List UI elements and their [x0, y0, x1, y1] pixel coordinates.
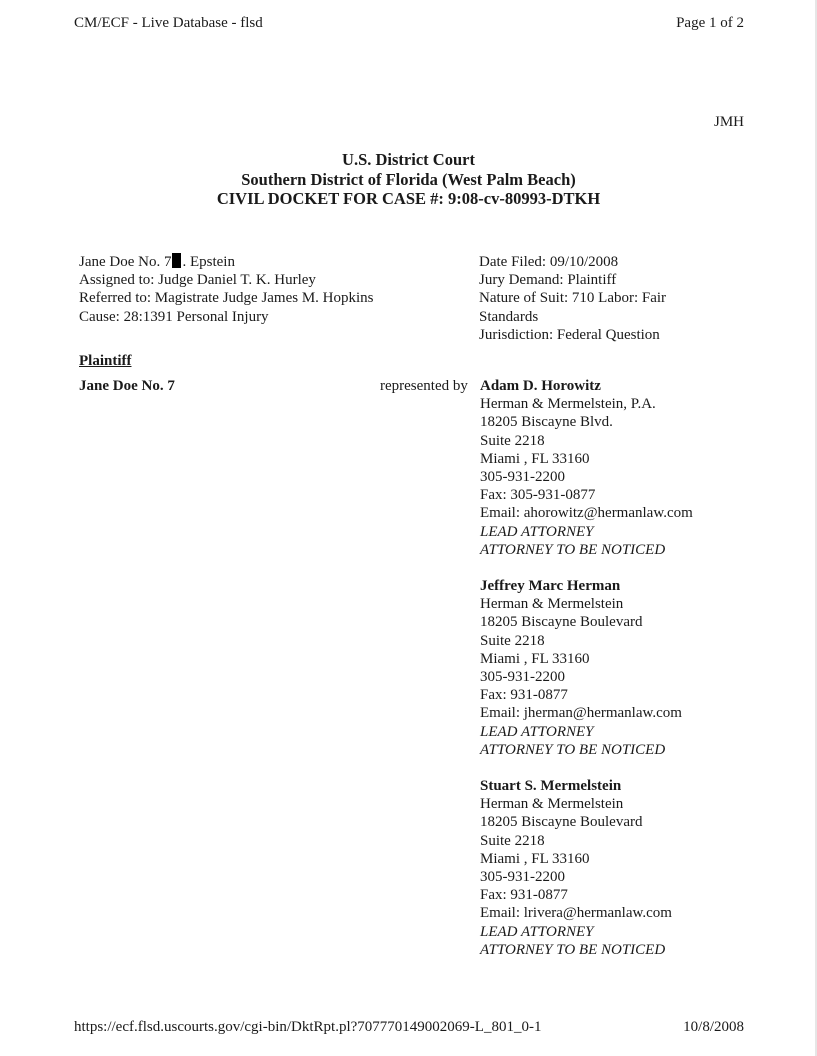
attorney-firm: Herman & Mermelstein	[480, 796, 624, 813]
attorney-suite: Suite 2218	[480, 832, 545, 849]
attorney-firm: Herman & Mermelstein	[480, 596, 624, 613]
cause: Cause: 28:1391 Personal Injury	[79, 308, 269, 325]
case-number: CIVIL DOCKET FOR CASE #: 9:08-cv-80993-DTKH	[216, 189, 601, 208]
footer-url: https://ecf.flsd.uscourts.gov/cgi-bin/DktRpt.pl?707770149002069-L_801_0-1	[74, 1019, 542, 1035]
attorney-address: 18205 Biscayne Blvd.	[480, 414, 613, 431]
attorney-block	[480, 777, 693, 959]
attorney-phone: 305-931-2200	[480, 869, 565, 886]
judge-initials: JMH	[713, 114, 744, 130]
jurisdiction: Jurisdiction: Federal Question	[479, 326, 660, 343]
caption-plaintiff: Jane Doe No. 7	[79, 254, 172, 270]
attorney-fax: Fax: 305-931-0877	[480, 487, 596, 504]
attorney-list	[480, 377, 693, 977]
case-info-left	[79, 253, 374, 326]
attorney-email: Email: lrivera@hermanlaw.com	[480, 905, 672, 922]
footer-date: 10/8/2008	[683, 1019, 744, 1035]
party-name: Jane Doe No. 7	[79, 378, 175, 394]
case-caption	[79, 253, 374, 271]
assigned-judge: Assigned to: Judge Daniel T. K. Hurley	[79, 272, 316, 289]
attorney-phone: 305-931-2200	[480, 469, 565, 486]
attorney-suite: Suite 2218	[480, 632, 545, 649]
attorney-lead: LEAD ATTORNEY	[480, 523, 594, 540]
attorney-lead: LEAD ATTORNEY	[480, 923, 594, 940]
attorney-email: Email: jherman@hermanlaw.com	[480, 705, 682, 722]
nature-of-suit: Nature of Suit: 710 Labor: Fair	[479, 290, 667, 307]
redaction-box	[172, 253, 181, 268]
date-filed: Date Filed: 09/10/2008	[479, 254, 619, 270]
attorney-notice: ATTORNEY TO BE NOTICED	[480, 541, 666, 558]
attorney-city: Miami , FL 33160	[480, 850, 590, 867]
attorney-name: Stuart S. Mermelstein	[480, 778, 622, 795]
attorney-firm: Herman & Mermelstein, P.A.	[480, 396, 656, 413]
attorney-notice: ATTORNEY TO BE NOTICED	[480, 941, 666, 958]
attorney-suite: Suite 2218	[480, 432, 545, 449]
header-left: CM/ECF - Live Database - flsd	[74, 15, 263, 31]
attorney-city: Miami , FL 33160	[480, 650, 590, 667]
attorney-city: Miami , FL 33160	[480, 450, 590, 467]
attorney-lead: LEAD ATTORNEY	[480, 723, 594, 740]
nature-of-suit-cont: Standards	[479, 308, 539, 325]
party-role: Plaintiff	[79, 353, 132, 369]
attorney-block	[480, 377, 693, 559]
attorney-fax: Fax: 931-0877	[480, 887, 568, 904]
docket-title	[0, 150, 817, 209]
attorney-name: Adam D. Horowitz	[480, 378, 601, 394]
attorney-fax: Fax: 931-0877	[480, 687, 568, 704]
represented-by-label: represented by	[380, 378, 468, 394]
attorney-address: 18205 Biscayne Boulevard	[480, 814, 643, 831]
attorney-block	[480, 577, 693, 759]
case-info-right	[479, 253, 666, 344]
referred-judge: Referred to: Magistrate Judge James M. Hopkins	[79, 290, 374, 307]
caption-defendant: . Epstein	[182, 254, 235, 270]
district-name: Southern District of Florida (West Palm Beach)	[241, 169, 576, 189]
attorney-phone: 305-931-2200	[480, 669, 565, 686]
attorney-name: Jeffrey Marc Herman	[480, 578, 621, 595]
attorney-notice: ATTORNEY TO BE NOTICED	[480, 741, 666, 758]
court-name: U.S. District Court	[342, 150, 475, 169]
jury-demand: Jury Demand: Plaintiff	[479, 272, 617, 289]
header-page-number: Page 1 of 2	[676, 15, 744, 31]
attorney-email: Email: ahorowitz@hermanlaw.com	[480, 505, 693, 522]
attorney-address: 18205 Biscayne Boulevard	[480, 614, 643, 631]
